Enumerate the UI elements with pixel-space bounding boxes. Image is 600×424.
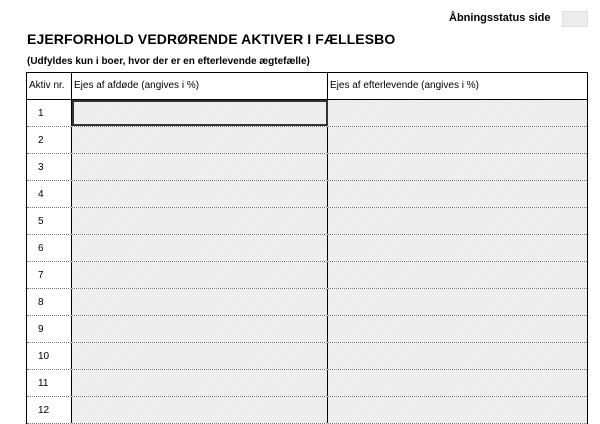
efterlevende-percent-field[interactable] [328,181,587,207]
ownership-table [26,72,588,424]
aktiv-nr-cell: 10 [27,343,72,369]
aktiv-nr-cell: 7 [27,262,72,288]
form-title: EJERFORHOLD VEDRØRENDE AKTIVER I FÆLLESBO [27,31,396,47]
afdoede-percent-field[interactable] [72,154,328,180]
table-row [27,262,587,289]
table-row [27,343,587,370]
efterlevende-percent-field[interactable] [328,127,587,153]
opening-status-field[interactable] [562,11,588,27]
afdoede-percent-field[interactable] [72,316,328,342]
afdoede-percent-field[interactable] [72,370,328,396]
efterlevende-percent-field[interactable] [328,208,587,234]
aktiv-nr-cell: 2 [27,127,72,153]
aktiv-nr-cell: 12 [27,397,72,423]
table-row [27,181,587,208]
table-row [27,100,587,127]
afdoede-percent-field[interactable] [72,208,328,234]
table-header-row [27,73,587,100]
aktiv-nr-cell: 8 [27,289,72,315]
efterlevende-percent-field[interactable] [328,235,587,261]
aktiv-nr-cell: 9 [27,316,72,342]
afdoede-percent-field[interactable] [72,127,328,153]
table-row [27,370,587,397]
afdoede-percent-field[interactable] [72,262,328,288]
form-subtitle: (Udfyldes kun i boer, hvor der er en efterlevende ægtefælle) [27,56,310,67]
aktiv-nr-cell: 11 [27,370,72,396]
aktiv-nr-cell: 1 [27,100,72,126]
table-row [27,208,587,235]
column-header-afdoede: Ejes af afdøde (angives i %) [72,73,328,99]
table-row [27,154,587,181]
table-body [27,100,587,424]
table-row [27,127,587,154]
aktiv-nr-cell: 5 [27,208,72,234]
efterlevende-percent-field[interactable] [328,343,587,369]
table-row [27,316,587,343]
aktiv-nr-cell: 4 [27,181,72,207]
aktiv-nr-cell: 6 [27,235,72,261]
opening-status-label: Åbningsstatus side [449,12,551,24]
efterlevende-percent-field[interactable] [328,370,587,396]
afdoede-percent-field[interactable] [72,397,328,423]
efterlevende-percent-field[interactable] [328,289,587,315]
efterlevende-percent-field[interactable] [328,262,587,288]
afdoede-percent-field[interactable] [72,235,328,261]
column-header-aktiv-nr: Aktiv nr. [27,73,72,99]
table-row [27,397,587,424]
afdoede-percent-field[interactable] [72,181,328,207]
afdoede-percent-field[interactable] [72,289,328,315]
efterlevende-percent-field[interactable] [328,154,587,180]
afdoede-percent-field[interactable] [72,100,328,126]
efterlevende-percent-field[interactable] [328,397,587,423]
efterlevende-percent-field[interactable] [328,100,587,126]
aktiv-nr-cell: 3 [27,154,72,180]
efterlevende-percent-field[interactable] [328,316,587,342]
column-header-efterlevende: Ejes af efterlevende (angives i %) [330,80,479,91]
table-row [27,235,587,262]
afdoede-percent-field[interactable] [72,343,328,369]
table-row [27,289,587,316]
